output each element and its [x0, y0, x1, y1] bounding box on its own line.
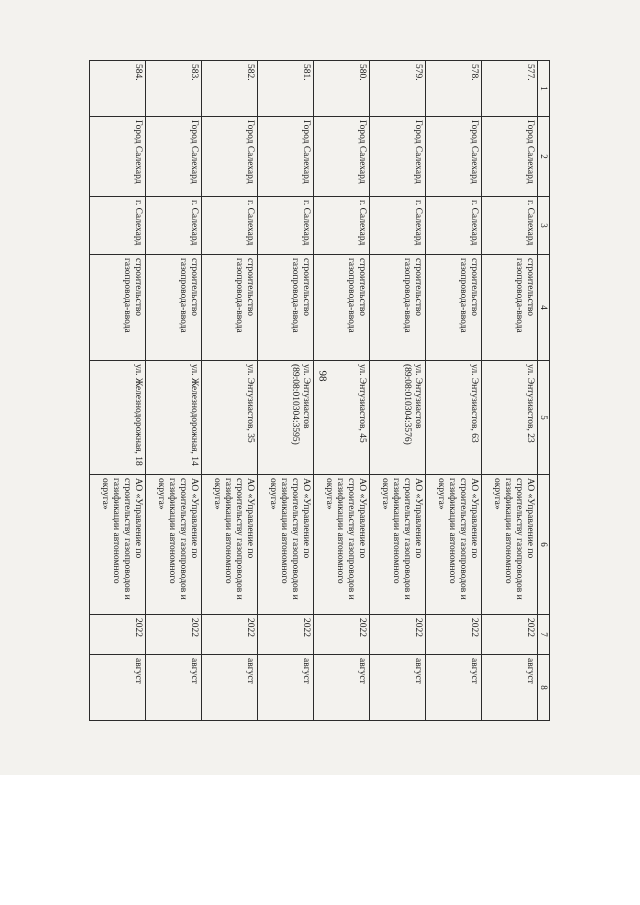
settlement-cell: г. Салехард — [482, 197, 538, 255]
table-row — [202, 61, 258, 721]
month-cell: август — [258, 655, 314, 721]
municipality-cell: Город Салехард — [482, 117, 538, 197]
gasification-table — [89, 60, 550, 721]
settlement-cell: г. Салехард — [258, 197, 314, 255]
executor-cell: АО «Управление по строительству газопроводов и газификации автономного округа» — [258, 475, 314, 615]
work-type-cell: строительство газопровода-ввода — [202, 255, 258, 361]
municipality-cell: Город Салехард — [146, 117, 202, 197]
row-number: 583. — [146, 61, 202, 117]
month-cell: август — [314, 655, 370, 721]
row-number: 584. — [90, 61, 146, 117]
column-number: 1 — [538, 61, 550, 117]
month-cell: август — [370, 655, 426, 721]
executor-cell: АО «Управление по строительству газопроводов и газификации автономного округа» — [202, 475, 258, 615]
row-number: 577. — [482, 61, 538, 117]
address-cell: ул. Энтузиастов, 23 — [482, 361, 538, 475]
month-cell: август — [426, 655, 482, 721]
column-number: 4 — [538, 255, 550, 361]
settlement-cell: г. Салехард — [314, 197, 370, 255]
address-cell: ул. Энтузиастов, 45 — [314, 361, 370, 475]
table-row — [482, 61, 538, 721]
municipality-cell: Город Салехард — [314, 117, 370, 197]
work-type-cell: строительство газопровода-ввода — [258, 255, 314, 361]
work-type-cell: строительство газопровода-ввода — [146, 255, 202, 361]
table-row — [370, 61, 426, 721]
work-type-cell: строительство газопровода-ввода — [482, 255, 538, 361]
month-cell: август — [202, 655, 258, 721]
address-cell: ул. Железнодорожная, 18 — [90, 361, 146, 475]
year-cell: 2022 — [482, 615, 538, 655]
settlement-cell: г. Салехард — [90, 197, 146, 255]
address-cell: ул. Энтузиастов (89:08:010304:3576) — [370, 361, 426, 475]
table-row — [146, 61, 202, 721]
work-type-cell: строительство газопровода-ввода — [370, 255, 426, 361]
municipality-cell: Город Салехард — [202, 117, 258, 197]
municipality-cell: Город Салехард — [258, 117, 314, 197]
executor-cell: АО «Управление по строительству газопроводов и газификации автономного округа» — [482, 475, 538, 615]
row-number: 580. — [314, 61, 370, 117]
column-number: 5 — [538, 361, 550, 475]
month-cell: август — [482, 655, 538, 721]
executor-cell: АО «Управление по строительству газопроводов и газификации автономного округа» — [370, 475, 426, 615]
column-number: 6 — [538, 475, 550, 615]
settlement-cell: г. Салехард — [146, 197, 202, 255]
month-cell: август — [146, 655, 202, 721]
year-cell: 2022 — [90, 615, 146, 655]
year-cell: 2022 — [314, 615, 370, 655]
year-cell: 2022 — [258, 615, 314, 655]
column-number: 3 — [538, 197, 550, 255]
row-number: 582. — [202, 61, 258, 117]
row-number: 579. — [370, 61, 426, 117]
address-cell: ул. Энтузиастов, 63 — [426, 361, 482, 475]
executor-cell: АО «Управление по строительству газопроводов и газификации автономного округа» — [426, 475, 482, 615]
row-number: 581. — [258, 61, 314, 117]
work-type-cell: строительство газопровода-ввода — [314, 255, 370, 361]
municipality-cell: Город Салехард — [90, 117, 146, 197]
row-number: 578. — [426, 61, 482, 117]
executor-cell: АО «Управление по строительству газопроводов и газификации автономного округа» — [314, 475, 370, 615]
settlement-cell: г. Салехард — [426, 197, 482, 255]
year-cell: 2022 — [146, 615, 202, 655]
table-row — [426, 61, 482, 721]
column-number: 7 — [538, 615, 550, 655]
municipality-cell: Город Салехард — [426, 117, 482, 197]
table-row — [90, 61, 146, 721]
address-cell: ул. Железнодорожная, 14 — [146, 361, 202, 475]
executor-cell: АО «Управление по строительству газопроводов и газификации автономного округа» — [146, 475, 202, 615]
year-cell: 2022 — [202, 615, 258, 655]
page-number: 98 — [316, 370, 329, 382]
rotated-table-sheet — [95, 60, 550, 720]
address-cell: ул. Энтузиастов, 35 — [202, 361, 258, 475]
column-number-row — [538, 61, 550, 721]
year-cell: 2022 — [370, 615, 426, 655]
work-type-cell: строительство газопровода-ввода — [426, 255, 482, 361]
column-number: 8 — [538, 655, 550, 721]
work-type-cell: строительство газопровода-ввода — [90, 255, 146, 361]
month-cell: август — [90, 655, 146, 721]
settlement-cell: г. Салехард — [202, 197, 258, 255]
settlement-cell: г. Салехард — [370, 197, 426, 255]
executor-cell: АО «Управление по строительству газопроводов и газификации автономного округа» — [90, 475, 146, 615]
column-number: 2 — [538, 117, 550, 197]
year-cell: 2022 — [426, 615, 482, 655]
table-row — [258, 61, 314, 721]
table-row — [314, 61, 370, 721]
address-cell: ул. Энтузиастов (89:08:010304:3595) — [258, 361, 314, 475]
municipality-cell: Город Салехард — [370, 117, 426, 197]
